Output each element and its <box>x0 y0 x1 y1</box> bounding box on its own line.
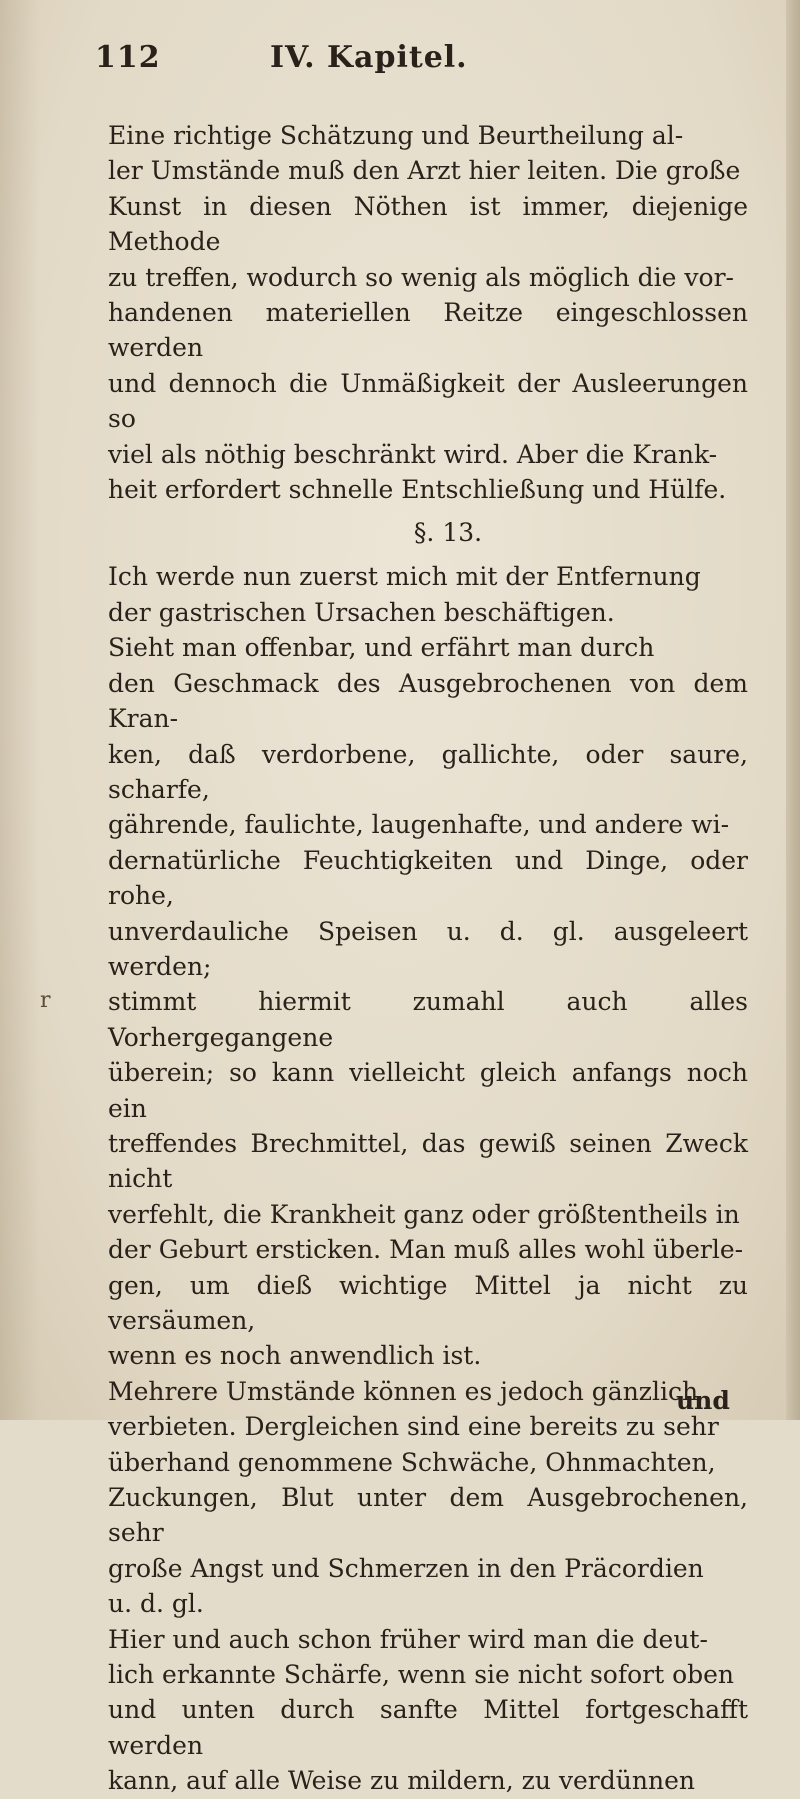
text-line: Eine richtige Schätzung und Beurtheilung al- <box>108 121 684 150</box>
text-line: und dennoch die Unmäßigkeit der Ausleerungen so <box>108 368 748 434</box>
body-text <box>108 118 748 1799</box>
page-header <box>0 40 800 100</box>
text-line: der Geburt ersticken. Man muß alles wohl überle- <box>108 1235 744 1265</box>
running-title: IV. Kapitel. <box>270 40 468 75</box>
text-line: gährende, faulichte, laugenhafte, und andere wi- <box>108 810 730 840</box>
text-line: wenn es noch anwendlich ist. <box>108 1341 482 1371</box>
page-number: 112 <box>95 40 161 75</box>
text-line: Hier und auch schon früher wird man die deut- <box>108 1624 708 1654</box>
catchword: und <box>676 1386 730 1415</box>
text-line: viel als nöthig beschränkt wird. Aber die Krank- <box>108 439 718 469</box>
text-line: Mehrere Umstände können es jedoch gänzlich <box>108 1376 699 1406</box>
gutter-shadow <box>0 0 40 1420</box>
text-line: ler Umstände muß den Arzt hier leiten. Die große <box>108 156 741 186</box>
text-line: den Geschmack des Ausgebrochenen von dem Kran- <box>108 668 748 734</box>
text-line: überein; so kann vielleicht gleich anfangs noch ein <box>108 1058 748 1123</box>
text-line: kann, auf alle Weise zu mildern, zu verdünnen <box>108 1766 695 1796</box>
text-line: dernatürliche Feuchtigkeiten und Dinge, oder rohe, <box>108 845 748 911</box>
text-line: Kunst in diesen Nöthen ist immer, diejenige Methode <box>108 191 748 257</box>
page-edge <box>786 0 800 1420</box>
text-line: gen, um dieß wichtige Mittel ja nicht zu versäumen, <box>108 1270 748 1335</box>
text-line: große Angst und Schmerzen in den Präcordien <box>108 1553 704 1583</box>
text-line: der gastrischen Ursachen beschäftigen. <box>108 597 615 627</box>
text-line: überhand genommene Schwäche, Ohnmachten, <box>108 1447 716 1477</box>
text-line: und unten durch sanfte Mittel fortgeschafft werden <box>108 1695 748 1760</box>
text-line: zu treffen, wodurch so wenig als möglich die vor- <box>108 262 734 292</box>
text-line: Ich werde nun zuerst mich mit der Entfernung <box>108 562 701 592</box>
text-line: verfehlt, die Krankheit ganz oder größtentheils in <box>108 1199 740 1229</box>
text-line: verbieten. Dergleichen sind eine bereits zu sehr <box>108 1412 719 1442</box>
text-line: Sieht man offenbar, und erfährt man durch <box>108 633 655 663</box>
text-line: u. d. gl. <box>108 1589 204 1619</box>
text-line: treffendes Brechmittel, das gewiß seinen Zweck nicht <box>108 1128 748 1194</box>
text-line: handenen materiellen Reitze eingeschlossen werden <box>108 298 748 363</box>
section-heading: §. 13. <box>413 518 483 548</box>
text-line: heit erfordert schnelle Entschließung und Hülfe. <box>108 475 727 505</box>
text-line: unverdauliche Speisen u. d. gl. ausgeleert werden; <box>108 916 748 981</box>
margin-mark: r <box>40 988 51 1013</box>
text-line: stimmt hiermit zumahl auch alles Vorhergegangene <box>108 987 748 1052</box>
text-line: Zuckungen, Blut unter dem Ausgebrochenen, sehr <box>108 1483 748 1548</box>
text-line: lich erkannte Schärfe, wenn sie nicht sofort oben <box>108 1660 735 1690</box>
text-line: ken, daß verdorbene, gallichte, oder saure, scharfe, <box>108 739 748 804</box>
